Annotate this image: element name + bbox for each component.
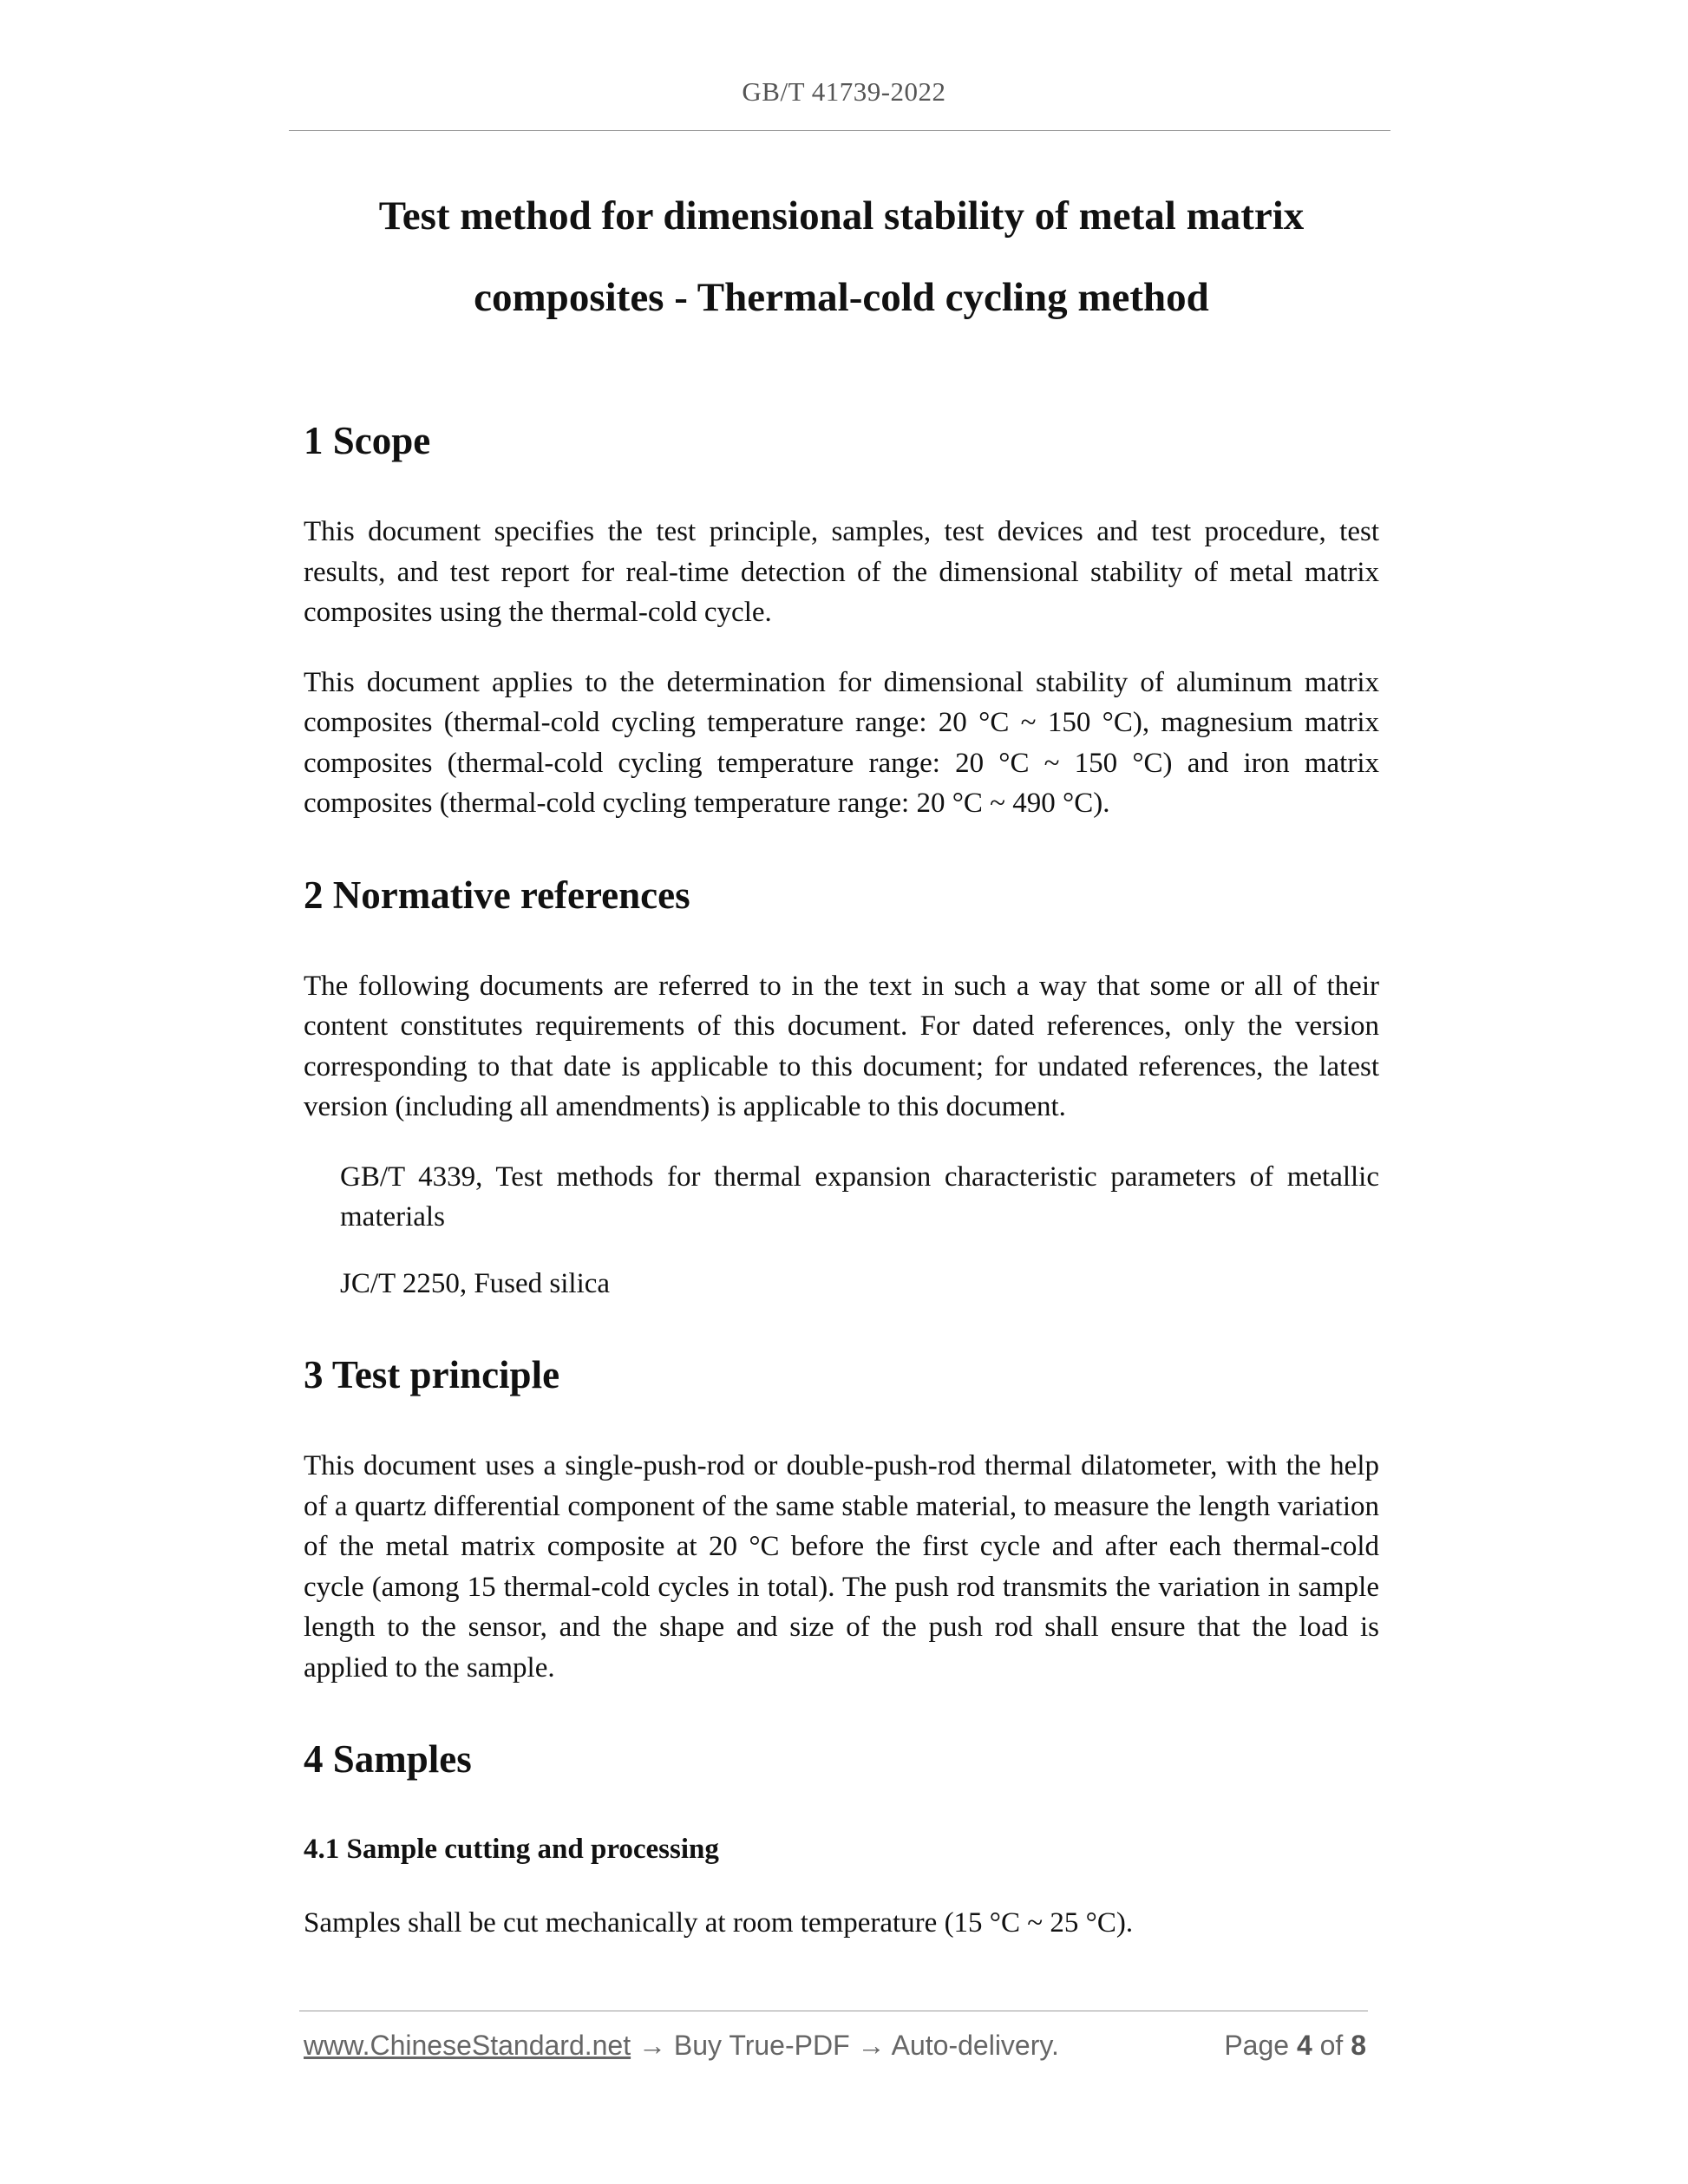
scope-paragraph-2: This document applies to the determination for dimensional stability of aluminum matrix composites (thermal-cold cycling temperature range: 20 °C ~ 150 °C), magnesium matrix composites (thermal-cold cycling temperature range: 20 °C ~ 150 °C) and iron matrix composites (thermal-cold cycling temperature range: 20 °C ~ 490 °C). <box>304 666 1379 819</box>
page-label: Page <box>1224 2030 1290 2061</box>
scope-paragraph-1: This document specifies the test principle, samples, test devices and test procedure, test results, and test report for real-time detection of the dimensional stability of metal matrix composites using the thermal-cold cycle. <box>304 516 1379 628</box>
reference-item: JC/T 2250, Fused silica <box>340 1267 611 1299</box>
header-divider <box>289 130 1390 131</box>
section-heading-test-principle: 3 Test principle <box>304 1353 560 1396</box>
footer-promo-text: → Buy True-PDF → Auto-delivery. <box>631 2030 1059 2061</box>
reference-item: GB/T 4339, Test methods for thermal expansion characteristic parameters of metallic materials <box>340 1161 1379 1233</box>
document-body <box>304 416 1379 1973</box>
section-normative-references <box>304 871 1379 1305</box>
page-of-label: of <box>1319 2030 1344 2061</box>
section-heading-scope: 1 Scope <box>304 419 431 462</box>
section-samples <box>304 1735 1379 1944</box>
document-title <box>321 175 1362 338</box>
page-current: 4 <box>1296 2030 1312 2061</box>
section-heading-samples: 4 Samples <box>304 1737 472 1781</box>
subsection-heading-sample-cutting: 4.1 Sample cutting and processing <box>304 1834 719 1865</box>
footer-promo <box>304 2030 1059 2062</box>
page-number <box>1224 2030 1366 2062</box>
section-heading-normative-references: 2 Normative references <box>304 873 690 917</box>
section-scope <box>304 416 1379 824</box>
page-total: 8 <box>1351 2030 1366 2061</box>
document-title-line-1: Test method for dimensional stability of metal matrix <box>378 193 1305 239</box>
normative-paragraph-1: The following documents are referred to in the text in such a way that some or all of their content constitutes requirements of this document. For dated references, only the version corresponding to that date is applicable to this document; for undated references, the latest version (including all amendments) is applicable to this document. <box>304 970 1379 1122</box>
document-code-header: GB/T 41739-2022 <box>742 76 946 107</box>
chinesestandard-link[interactable]: www.ChineseStandard.net <box>304 2030 631 2061</box>
section-test-principle <box>304 1350 1379 1688</box>
page-footer <box>304 2030 1366 2062</box>
principle-paragraph-1: This document uses a single-push-rod or double-push-rod thermal dilatometer, with the help of a quartz differential component of the same stable material, to measure the length variation of the metal matrix composite at 20 °C before the first cycle and after each thermal-cold cycle (among 15 thermal-cold cycles in total). The push rod transmits the variation in sample length to the sensor, and the shape and size of the push rod shall ensure that the load is applied to the sample. <box>304 1450 1379 1684</box>
document-title-line-2: composites - Thermal-cold cycling method <box>474 275 1209 320</box>
sample-cutting-paragraph-1: Samples shall be cut mechanically at room temperature (15 °C ~ 25 °C). <box>304 1907 1134 1939</box>
